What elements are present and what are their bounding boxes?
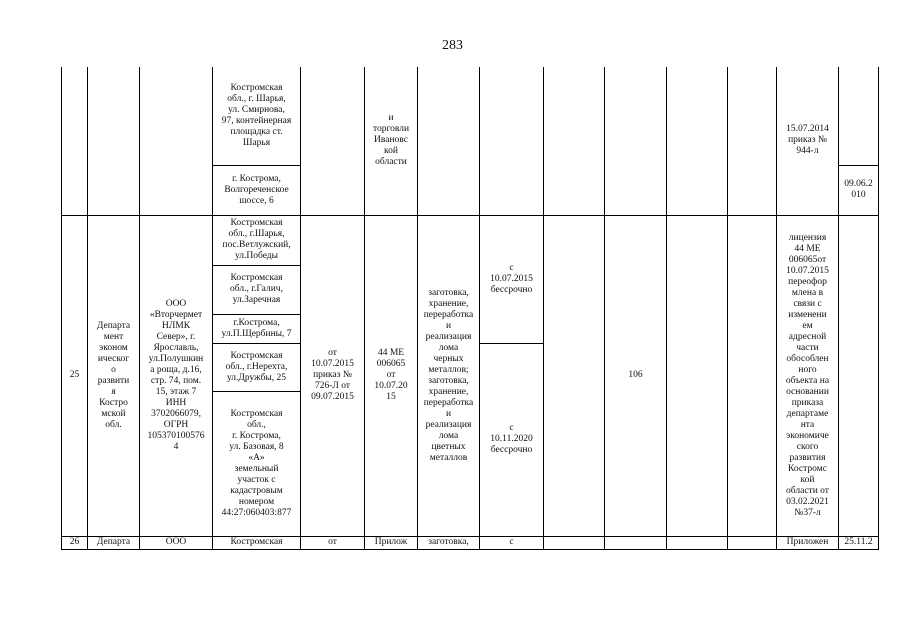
table-row (62, 536, 879, 549)
cell-term-cont (480, 67, 544, 215)
authority-text: Департа мент эконом ическог о развити я Костро мской обл. (96, 320, 131, 430)
cell-col11-cont (667, 67, 728, 215)
cell-date (839, 536, 879, 549)
cell-activity (418, 215, 480, 536)
registry-table (61, 67, 879, 550)
address-text: г. Кострома, Волгореченское шоссе, 6 (224, 173, 289, 206)
activity-text: заготовка, (428, 537, 469, 547)
cell-num-cont (62, 67, 88, 215)
address-text: Костромская обл., г.Шарья, пос.Ветлужский, ул.Победы (222, 218, 291, 261)
cell-address (213, 215, 301, 265)
cell-num (62, 536, 88, 549)
cell-activity (418, 536, 480, 549)
cell-address (213, 391, 301, 536)
cell-col12 (728, 536, 777, 549)
count-text: 106 (628, 370, 643, 380)
date-text: 25.11.2 (844, 537, 873, 547)
cell-authority-cont (88, 67, 140, 215)
cell-col11 (667, 215, 728, 536)
cell-address (213, 536, 301, 549)
cell-authority (88, 536, 140, 549)
cell-authority (88, 215, 140, 536)
cell-license (365, 536, 418, 549)
cell-note (777, 536, 839, 549)
cell-issuer-cont (365, 67, 418, 215)
cell-address (213, 314, 301, 343)
address-text: Костромская обл., г. Шарья, ул. Смирнова, 97, контейнерная площадка ст. Шарья (221, 82, 292, 148)
issuer-text: и торговли Ивановс кой области (372, 113, 410, 168)
cell-company (140, 215, 213, 536)
cell-note (777, 215, 839, 536)
address-text: Костромская обл., г. Кострома, ул. Базовая, 8 «А» земельный участок с кадастровым номером 44:27:060403:877 (221, 408, 292, 518)
cell-company (140, 536, 213, 549)
cell-company-cont (140, 67, 213, 215)
cell-count (605, 215, 667, 536)
cell-term (480, 343, 544, 536)
term-text: с 10.11.2020 бессрочно (490, 423, 533, 455)
date-text: 09.06.2 010 (844, 179, 873, 200)
cell-date (839, 165, 879, 215)
license-text: Прилож (374, 537, 408, 547)
cell-term (480, 215, 544, 343)
term-text: с 10.07.2015 бессрочно (490, 262, 533, 295)
address-text: Костромская обл., г.Галич, ул.Заречная (230, 273, 283, 305)
cell-order (301, 536, 365, 549)
page-number: 283 (442, 38, 463, 53)
cell-activity-cont (418, 67, 480, 215)
authority-text: Департа (96, 537, 131, 547)
cell-order (301, 215, 365, 536)
company-text: ООО «Вторчермет НЛМК Север», г. Ярославль, ул.Полушкин а роща, д.16, стр. 74, пом. 15, этаж 7 ИНН 3702066079, ОГРН 105370100576 4 (147, 298, 205, 452)
order-text: от (328, 537, 337, 547)
cell-term (480, 536, 544, 549)
cell-col9 (544, 215, 605, 536)
license-text: 44 МЕ 006065 от 10.07.20 15 (374, 348, 408, 402)
note-text: 15.07.2014 приказ № 944-л (786, 124, 829, 157)
cell-order-cont (301, 67, 365, 215)
cell-count (605, 536, 667, 549)
address-text: г.Кострома, ул.П.Щербины, 7 (221, 317, 292, 339)
table-row (62, 67, 879, 165)
cell-num (62, 215, 88, 536)
cell-col9-cont (544, 67, 605, 215)
term-text: с (509, 537, 514, 547)
cell-address (213, 165, 301, 215)
cell-col9 (544, 536, 605, 549)
cell-col11 (667, 536, 728, 549)
cell-col10-cont (605, 67, 667, 215)
cell-address (213, 265, 301, 314)
address-text: Костромская (230, 537, 283, 547)
cell-date-cont (839, 67, 879, 165)
address-text: Костромская обл., г.Нерехта, ул.Дружбы, 25 (225, 350, 288, 383)
table-row (62, 215, 879, 265)
activity-text: заготовка, хранение, переработка и реализация лома черных металлов; заготовка, хранение, переработка и реализация лома цветных металлов (423, 287, 474, 463)
cell-address (213, 67, 301, 165)
cell-date (839, 215, 879, 536)
order-text: от 10.07.2015 приказ № 726-Л от 09.07.2015 (311, 348, 354, 402)
row-number: 26 (69, 537, 80, 547)
note-text: лицензия 44 МЕ 006065от 10.07.2015 переофор млена в связи с изменени ем адресной части обособлен ного объекта на основании приказа департаме нта экономиче ского развития Костромс кой области от 03.02.2021 №37-л (785, 232, 830, 518)
cell-license (365, 215, 418, 536)
cell-col12 (728, 215, 777, 536)
cell-col12-cont (728, 67, 777, 215)
cell-note-cont (777, 67, 839, 215)
company-text: ООО (165, 537, 187, 547)
row-number: 25 (69, 370, 80, 380)
note-text: Приложен (786, 537, 829, 547)
cell-address (213, 343, 301, 391)
